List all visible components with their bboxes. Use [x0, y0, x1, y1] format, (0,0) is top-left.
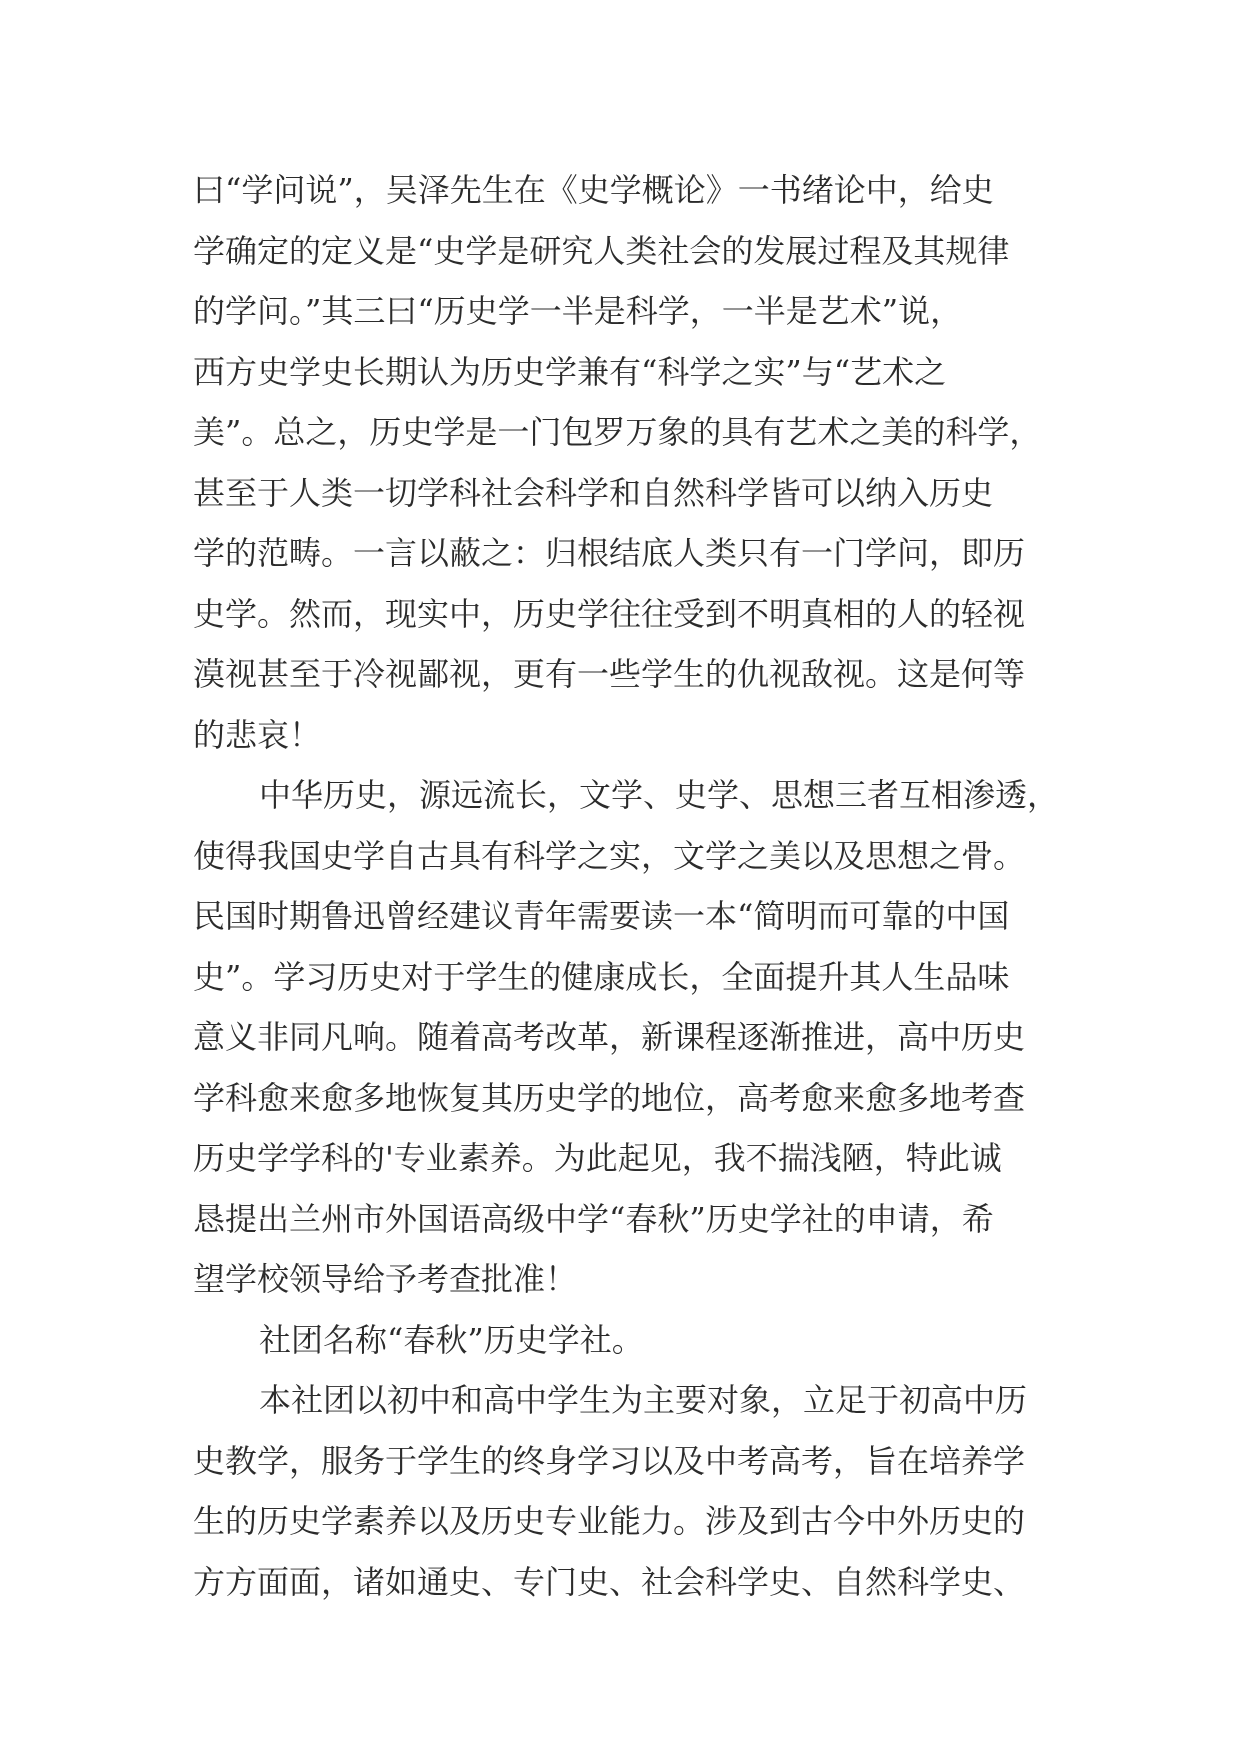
paragraph-start-line: 本社团以初中和高中学生为主要对象，立足于初高中历	[259, 1381, 1028, 1419]
text-line: 历史学学科的'专业素养。为此起见，我不揣浅陋，特此诚	[193, 1139, 1002, 1177]
text-line: 望学校领导给予考查批准！	[193, 1260, 578, 1298]
text-line: 曰“学问说”，吴泽先生在《史学概论》一书绪论中，给史	[193, 171, 994, 209]
text-line: 史学。然而，现实中，历史学往往受到不明真相的人的轻视	[193, 594, 1026, 633]
text-line: 学确定的定义是“史学是研究人类社会的发展过程及其规律	[193, 231, 1010, 270]
text-line: 美”。总之，历史学是一门包罗万象的具有艺术之美的科学，	[193, 413, 1042, 451]
text-line: 西方史学史长期认为历史学兼有“科学之实”与“艺术之	[193, 352, 947, 391]
text-line: 学的范畴。一言以蔽之：归根结底人类只有一门学问，即历	[193, 534, 1026, 572]
text-line: 学科愈来愈多地恢复其历史学的地位，高考愈来愈多地考查	[193, 1078, 1026, 1117]
text-line: 的学问。”其三曰“历史学一半是科学，一半是艺术”说，	[193, 292, 963, 330]
text-line: 方方面面，诸如通史、专门史、社会科学史、自然科学史、	[193, 1562, 1026, 1601]
text-line: 甚至于人类一切学科社会科学和自然科学皆可以纳入历史	[193, 473, 994, 512]
text-line: 的悲哀！	[193, 715, 322, 754]
text-line: 恳提出兰州市外国语高级中学“春秋”历史学社的申请，希	[193, 1199, 994, 1238]
text-line: 使得我国史学自古具有科学之实，文学之美以及思想之骨。	[193, 836, 1026, 875]
text-line: 史教学，服务于学生的终身学习以及中考高考，旨在培养学	[193, 1441, 1026, 1480]
text-line: 漠视甚至于冷视鄙视，更有一些学生的仇视敌视。这是何等	[193, 655, 1026, 693]
text-line: 史”。学习历史对于学生的健康成长，全面提升其人生品味	[193, 957, 1010, 996]
text-line: 民国时期鲁迅曾经建议青年需要读一本“简明而可靠的中国	[193, 897, 1010, 935]
text-line: 意义非同凡响。随着高考改革，新课程逐渐推进，高中历史	[193, 1018, 1026, 1056]
text-line: 生的历史学素养以及历史专业能力。涉及到古今中外历史的	[193, 1502, 1026, 1540]
paragraph-start-line: 中华历史，源远流长，文学、史学、思想三者互相渗透，	[259, 776, 1060, 814]
paragraph-start-line: 社团名称“春秋”历史学社。	[259, 1320, 644, 1359]
body-text	[193, 160, 1073, 1612]
